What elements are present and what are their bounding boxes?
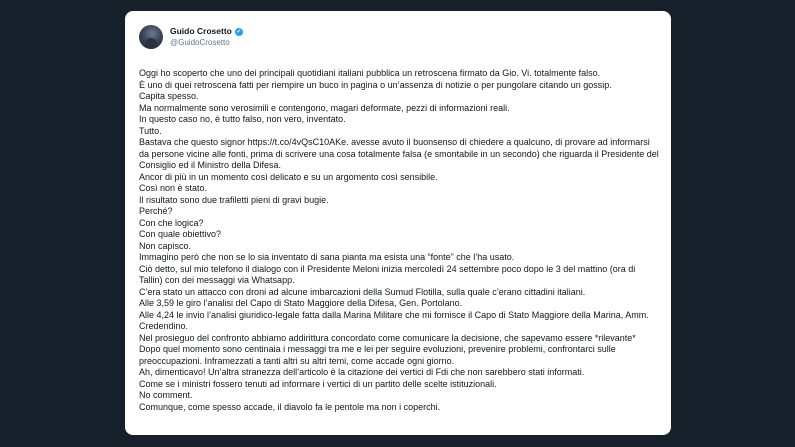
- tweet-line: Alle 4,24 le invio l’analisi giuridico-legale fatta dalla Marina Militare che mi fornisce il Capo di Stato Maggiore della Marina, Amm. Credendino.: [139, 309, 649, 331]
- tweet-line: Non capisco.: [139, 240, 192, 251]
- tweet-line: Ciò detto, sul mio telefono il dialogo con il Presidente Meloni inizia mercoledì 24 settembre poco dopo le 3 del mattino (ora di Tallin) con dei messaggi via Whatsapp.: [139, 263, 636, 285]
- tweet-line: Ah, dimenticavo! Un’altra stranezza dell’articolo è la citazione dei vertici di Fdi che non sarebbero stati informati.: [139, 367, 585, 377]
- tweet-line: Dopo quel momento sono centinaia i messaggi tra me e lei per seguire evoluzioni, prevenire problemi, confrontarci sulle preoccupazioni. Inframezzati a tanti altri su altri temi, come accade ogni giorno.: [139, 344, 616, 366]
- tweet-line: Così non è stato.: [139, 183, 208, 193]
- tweet-header: [139, 25, 243, 49]
- tweet-line: Capita spesso.: [139, 91, 199, 101]
- tweet-line: Ancor di più in un momento così delicato e su un argomento così sensibile.: [139, 171, 438, 182]
- tweet-line: Come se i ministri fossero tenuti ad informare i vertici di un partito delle scelte istituzionali.: [139, 378, 497, 389]
- tweet-line: Tutto.: [139, 125, 162, 136]
- tweet-line: Oggi ho scoperto che uno dei principali quotidiani italiani pubblica un retroscena firmato da Gio. Vi. totalmente falso.: [139, 68, 601, 78]
- tweet-line: C’era stato un attacco con droni ad alcune imbarcazioni della Sumud Flotilla, sulla quale c’erano cittadini italiani.: [139, 286, 586, 297]
- author-names: [170, 26, 243, 48]
- tweet-line: Con che logica?: [139, 217, 204, 228]
- tweet-line: Bastava che questo signor https://t.co/4vQsC10AKe. avesse avuto il buonsenso di chiedere a qualcuno, di provare ad informarsi da persone vicine alle fonti, prima di scrivere una cosa totalmente falsa (e smontabile in un secondo) che riguarda il Presidente del Consiglio ed il Ministro della Difesa.: [139, 137, 659, 170]
- tweet-line: Perché?: [139, 206, 173, 216]
- tweet-line: Nel prosieguo del confronto abbiamo addirittura concordato come comunicare la decisione, che sapevamo essere *rilevante*: [139, 332, 636, 343]
- tweet-line: No comment.: [139, 390, 193, 400]
- tweet-line: Alle 3,59 le giro l’analisi del Capo di Stato Maggiore della Difesa, Gen. Portolano.: [139, 298, 463, 308]
- tweet-line: Il risultato sono due trafiletti pieni di gravi bugie.: [139, 194, 329, 205]
- tweet-card: [125, 11, 671, 435]
- tweet-line: Immagino però che non se lo sia inventato di sana pianta ma esista una “fonte” che l’ha usato.: [139, 252, 515, 262]
- avatar[interactable]: [139, 25, 163, 49]
- tweet-line: È uno di quei retroscena fatti per riempire un buco in pagina o un’assenza di notizie o per pungolare citando un gossip.: [139, 79, 612, 90]
- tweet-line: In questo caso no, è tutto falso, non vero, inventato.: [139, 114, 346, 124]
- tweet-line: Ma normalmente sono verosimili e contengono, magari deformate, pezzi di informazioni reali.: [139, 102, 510, 113]
- verified-badge-icon: ✓: [236, 28, 242, 35]
- tweet-text: [139, 68, 659, 413]
- author-display-name-row[interactable]: [170, 26, 243, 37]
- author-display-name[interactable]: Guido Crosetto: [170, 26, 232, 36]
- tweet-line: Comunque, come spesso accade, il diavolo fa le pentole ma non i coperchi.: [139, 401, 441, 412]
- tweet-line: Con quale obiettivo?: [139, 229, 222, 239]
- author-handle[interactable]: @GuidoCrosetto: [170, 38, 230, 47]
